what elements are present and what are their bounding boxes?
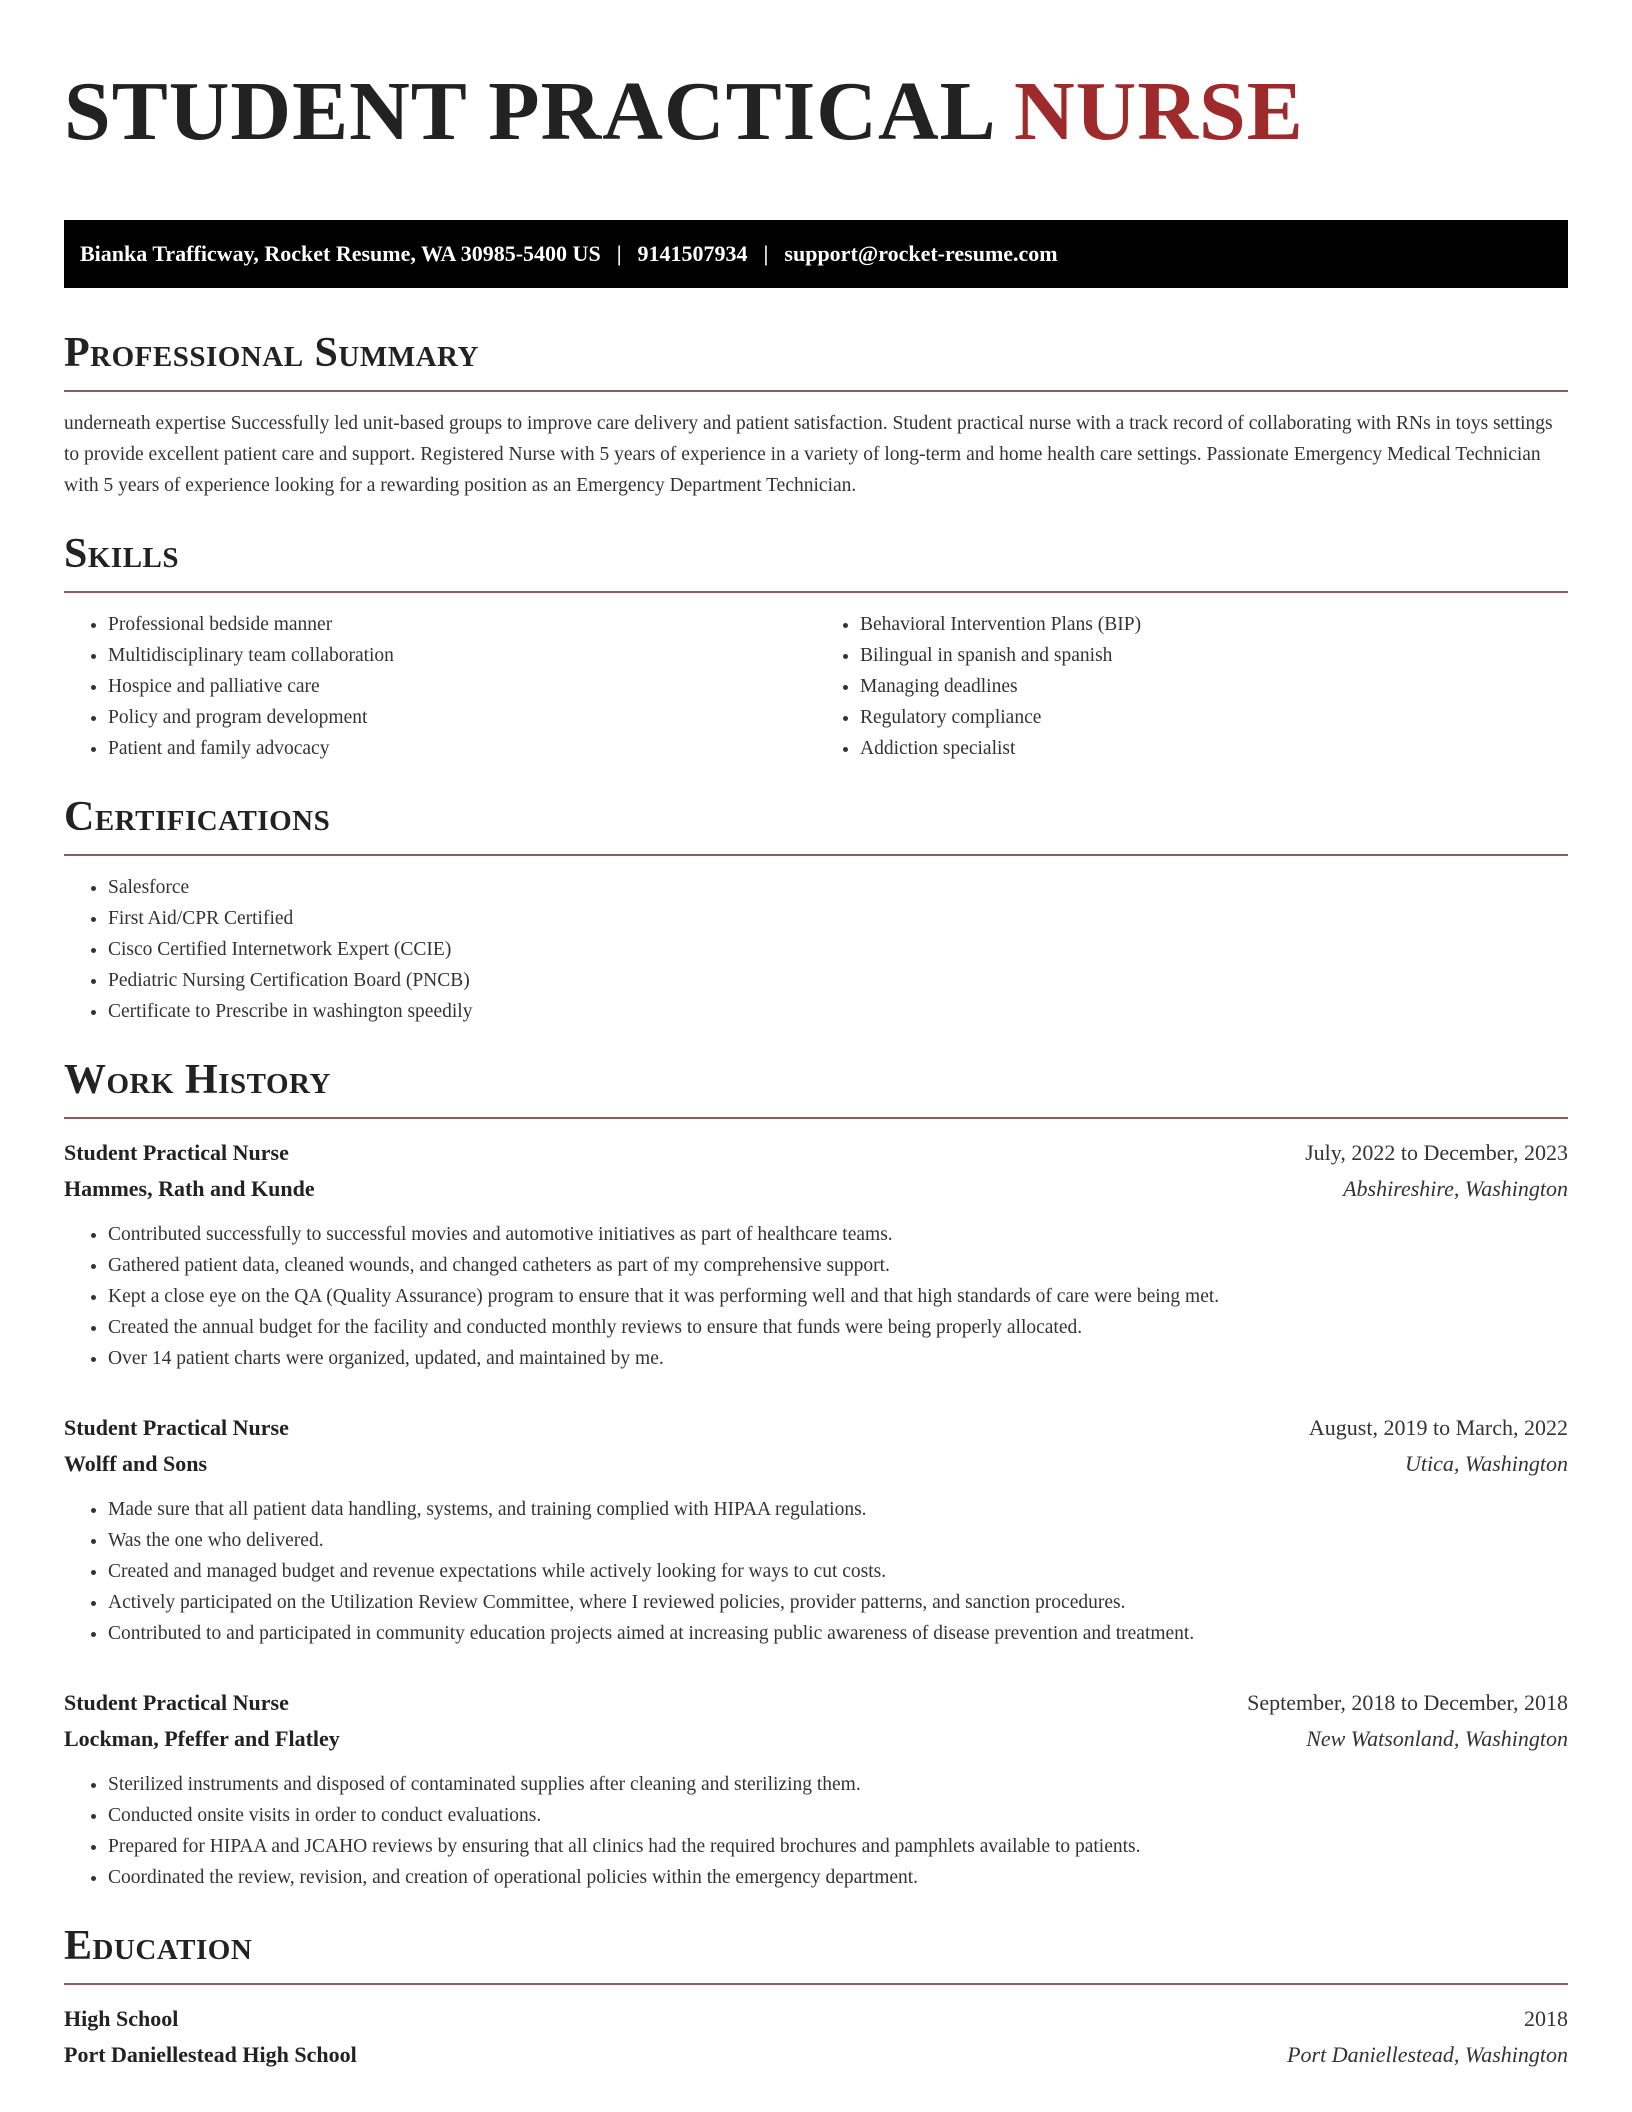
job-title-row [64,1135,1568,1171]
certification-item: • Salesforce [108,872,1568,903]
title-accent: NURSE [1014,65,1304,158]
skills-columns [64,593,1568,764]
job-bullet: • Contributed to and participated in community education projects aimed at increasing public awareness of disease prevention and treatment. [108,1618,1568,1649]
job-bullet: • Actively participated on the Utilization Review Committee, where I reviewed policies, provider patterns, and sanction procedures. [108,1587,1568,1618]
job-company-row [64,1446,1568,1482]
job-company: Lockman, Pfeffer and Flatley [64,1726,340,1751]
job-title-row [64,1685,1568,1721]
skills-list-left [64,609,816,764]
job-title: Student Practical Nurse [64,1140,289,1165]
job-title: Student Practical Nurse [64,1690,289,1715]
skill-item: • Behavioral Intervention Plans (BIP) [860,609,1568,640]
job-bullet: • Coordinated the review, revision, and creation of operational policies within the emergency department. [108,1862,1568,1893]
education-location: Port Daniellestead, Washington [1287,2042,1568,2067]
skill-item: • Professional bedside manner [108,609,816,640]
job-bullet: • Gathered patient data, cleaned wounds, and changed catheters as part of my comprehensive support. [108,1250,1568,1281]
job-company: Hammes, Rath and Kunde [64,1176,315,1201]
job-location: Utica, Washington [1405,1451,1568,1476]
job-location: New Watsonland, Washington [1306,1726,1568,1751]
certifications-list [64,872,1568,1027]
job-company-row [64,1171,1568,1207]
summary-text: underneath expertise Successfully led unit-based groups to improve care delivery and patient satisfaction. Student practical nurse with a track record of collaborating with RNs in toys settings to provide excellent patient care and support. Registered Nurse with 5 years of experience in a variety of long-term and home health care settings. Passionate Emergency Medical Technician with 5 years of experience looking for a rewarding position as an Emergency Department Technician. [64,413,1553,496]
job-bullet: • Was the one who delivered. [108,1525,1568,1556]
job-location: Abshireshire, Washington [1343,1176,1568,1201]
summary-section [64,332,1568,501]
skill-item: • Patient and family advocacy [108,733,816,764]
job-company-row [64,1721,1568,1757]
contact-bar [64,220,1568,288]
skills-section [64,533,1568,764]
education-degree-row [64,2001,1568,2037]
job-bullet: • Kept a close eye on the QA (Quality Assurance) program to ensure that it was performing well and that high standards of care were being met. [108,1281,1568,1312]
certification-item: • First Aid/CPR Certified [108,903,1568,934]
contact-phone: 9141507934 [637,241,748,266]
work-history-section [64,1059,1568,1893]
job-bullets [64,1494,1568,1649]
education-school-row [64,2037,1568,2073]
education-school: Port Daniellestead High School [64,2042,357,2067]
job-bullet: • Over 14 patient charts were organized, updated, and maintained by me. [108,1343,1568,1374]
skill-item: • Managing deadlines [860,671,1568,702]
job-title-row [64,1410,1568,1446]
job-bullet: • Sterilized instruments and disposed of contaminated supplies after cleaning and sterilizing them. [108,1769,1568,1800]
resume-title [64,64,1568,180]
education-section [64,1925,1568,2073]
skill-item: • Addiction specialist [860,733,1568,764]
skills-heading: Skills [64,533,1568,593]
job-bullet: • Conducted onsite visits in order to conduct evaluations. [108,1800,1568,1831]
job-entry [64,1135,1568,1374]
skill-item: • Hospice and palliative care [108,671,816,702]
skill-item: • Regulatory compliance [860,702,1568,733]
skills-list-right [816,609,1568,764]
certifications-heading: Certifications [64,796,1568,856]
job-dates: August, 2019 to March, 2022 [1308,1415,1568,1440]
job-bullet: • Contributed successfully to successful movies and automotive initiatives as part of healthcare teams. [108,1219,1568,1250]
education-degree: High School [64,2006,179,2031]
certification-item: • Certificate to Prescribe in washington speedily [108,996,1568,1027]
job-entry [64,1685,1568,1893]
title-main: STUDENT PRACTICAL [64,65,992,158]
contact-email: support@rocket-resume.com [784,241,1058,266]
contact-address: Bianka Trafficway, Rocket Resume, WA 30985-5400 US [80,241,601,266]
certification-item: • Cisco Certified Internetwork Expert (CCIE) [108,934,1568,965]
job-bullet: • Created the annual budget for the facility and conducted monthly reviews to ensure that funds were being properly allocated. [108,1312,1568,1343]
job-bullet: • Prepared for HIPAA and JCAHO reviews by ensuring that all clinics had the required brochures and pamphlets available to patients. [108,1831,1568,1862]
job-dates: July, 2022 to December, 2023 [1305,1140,1568,1165]
job-bullets [64,1769,1568,1893]
skill-item: • Multidisciplinary team collaboration [108,640,816,671]
job-bullet: • Created and managed budget and revenue expectations while actively looking for ways to cut costs. [108,1556,1568,1587]
education-year: 2018 [1524,2006,1568,2031]
job-title: Student Practical Nurse [64,1415,289,1440]
education-heading: Education [64,1925,1568,1985]
skill-item: • Bilingual in spanish and spanish [860,640,1568,671]
certifications-section [64,796,1568,1027]
certification-item: • Pediatric Nursing Certification Board (PNCB) [108,965,1568,996]
education-entry [64,2001,1568,2073]
job-company: Wolff and Sons [64,1451,208,1476]
job-bullet: • Made sure that all patient data handling, systems, and training complied with HIPAA regulations. [108,1494,1568,1525]
job-bullets [64,1219,1568,1374]
work-history-heading: Work History [64,1059,1568,1119]
summary-heading: Professional Summary [64,332,1568,392]
contact-separator: | [763,241,769,266]
contact-separator: | [616,241,622,266]
skill-item: • Policy and program development [108,702,816,733]
job-dates: September, 2018 to December, 2018 [1247,1690,1568,1715]
job-entry [64,1410,1568,1649]
